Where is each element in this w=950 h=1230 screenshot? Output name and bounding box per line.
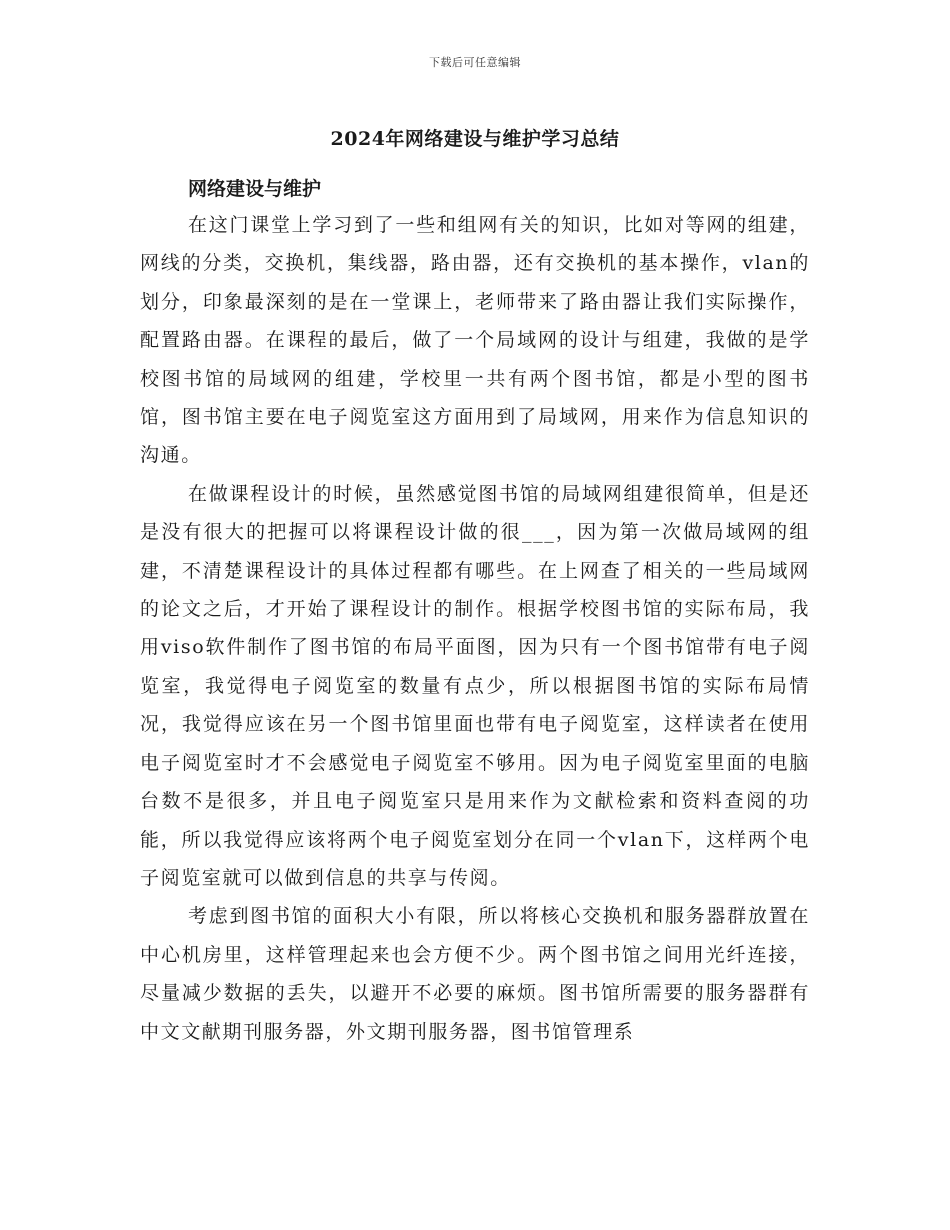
body-paragraph: 考虑到图书馆的面积大小有限，所以将核心交换机和服务器群放置在中心机房里，这样管理起来也会方便不少。两个图书馆之间用光纤连接，尽量减少数据的丢失，以避开不必要的麻烦。图书馆所需要的服务器群有中文文献期刊服务器，外文期刊服务器，图书馆管理系 [140,905,810,1043]
section-heading: 网络建设与维护 [188,178,322,200]
document-body [140,172,810,1051]
header-note: 下载后可任意编辑 [429,56,521,69]
document-title: 2024年网络建设与维护学习总结 [330,128,620,150]
body-paragraph: 在这门课堂上学习到了一些和组网有关的知识，比如对等网的组建，网线的分类，交换机，集线器，路由器，还有交换机的基本操作，vlan的划分，印象最深刻的是在一堂课上，老师带来了路由器让我们实际操作，配置路由器。在课程的最后，做了一个局域网的设计与组建，我做的是学校图书馆的局域网的组建，学校里一共有两个图书馆，都是小型的图书馆，图书馆主要在电子阅览室这方面用到了局域网，用来作为信息知识的沟通。 [140,214,810,467]
body-paragraph: 在做课程设计的时候，虽然感觉图书馆的局域网组建很简单，但是还是没有很大的把握可以将课程设计做的很___，因为第一次做局域网的组建，不清楚课程设计的具体过程都有哪些。在上网查了相关的一些局域网的论文之后，才开始了课程设计的制作。根据学校图书馆的实际布局，我用viso软件制作了图书馆的布局平面图，因为只有一个图书馆带有电子阅览室，我觉得电子阅览室的数量有点少，所以根据图书馆的实际布局情况，我觉得应该在另一个图书馆里面也带有电子阅览室，这样读者在使用电子阅览室时才不会感觉电子阅览室不够用。因为电子阅览室里面的电脑台数不是很多，并且电子阅览室只是用来作为文献检索和资料查阅的功能，所以我觉得应该将两个电子阅览室划分在同一个vlan下，这样两个电子阅览室就可以做到信息的共享与传阅。 [140,482,810,889]
